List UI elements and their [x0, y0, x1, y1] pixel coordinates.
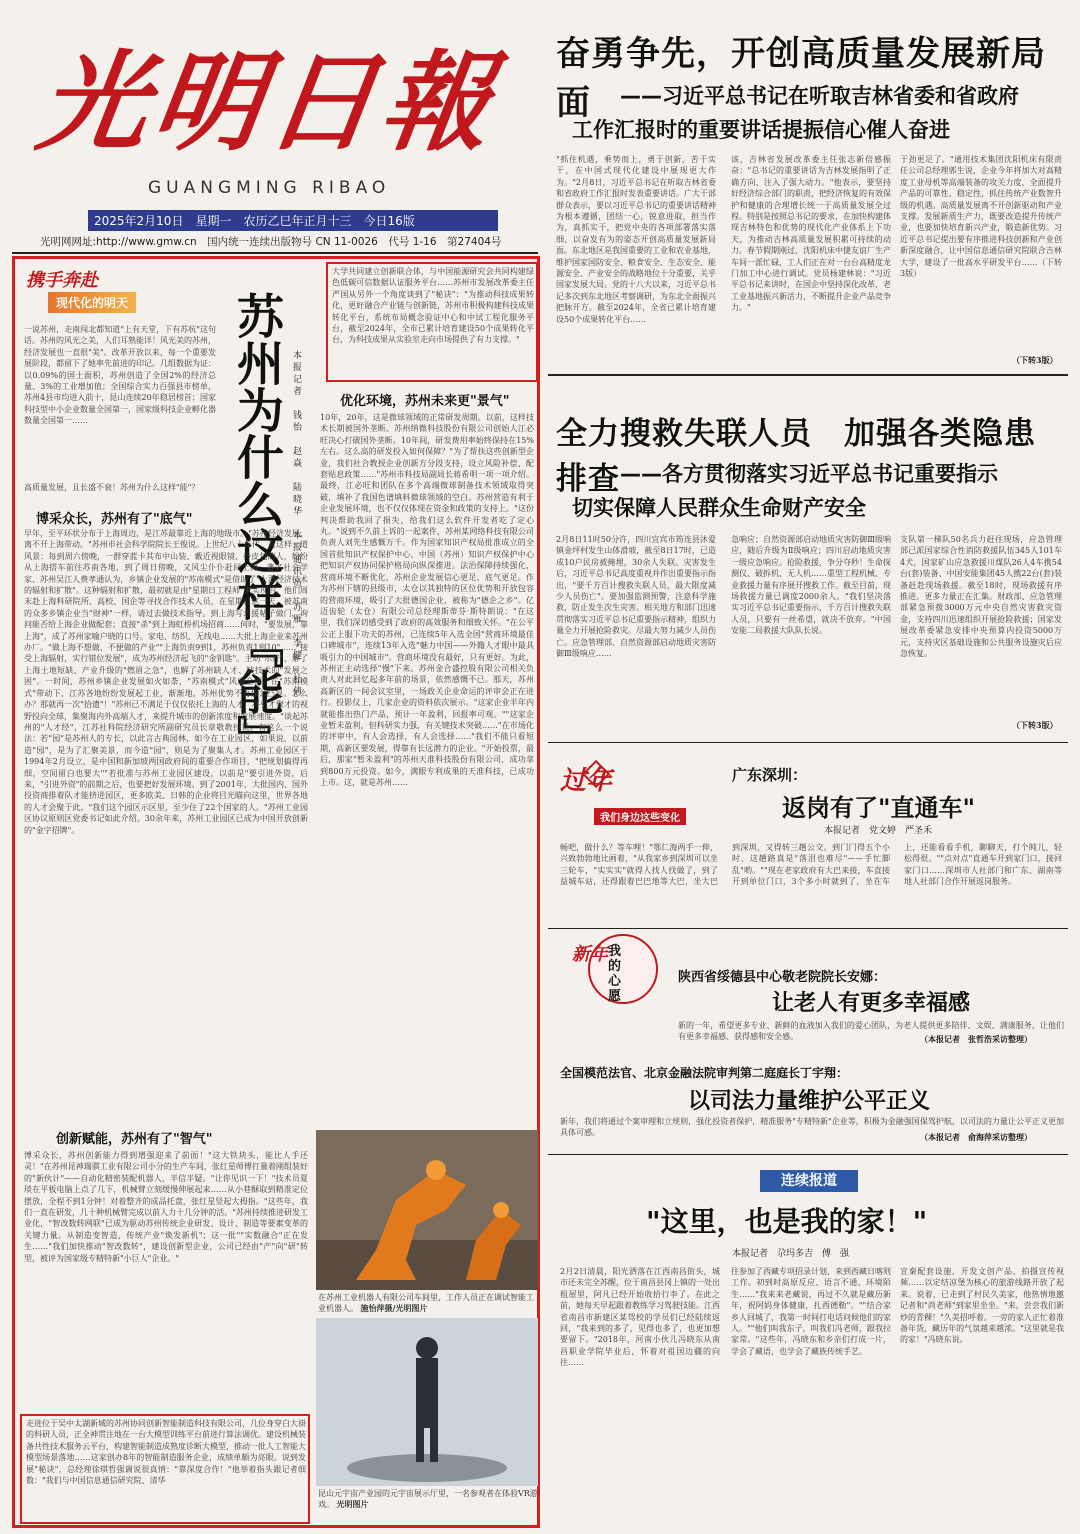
feature-byline: 本报记者 钱怡 赵焱 陆晓华 本报通讯员 苏雁 李健 杜倩	[291, 350, 301, 698]
story5-credit: （本报记者 张哲浩采访整理）	[920, 1034, 1032, 1044]
column-logo-guonian	[560, 760, 710, 832]
masthead-rule	[12, 252, 538, 254]
story-divider	[548, 374, 1068, 376]
masthead-logo: 光明日報	[31, 40, 505, 166]
story2-col3: 于劲更足了。"通用技术集团沈阳机床有限责任公司总经理郭生说，企业今年将加大对高精度工业母机等高端装备的攻关力度，全面提升产品的可靠性、稳定性，抓住传统产业数智升级的机遇。高质量发展离不开创新驱动和产业支撑。发展新质生产力，既要改造提升传统产业，也要加快培育新兴产业，锻造新优势。习近平总书记提出要有序推进科技创新和产业创新深度融合，让中国信息通信研究院联合吉林大学，建设了一批高水平研发平台……（下转3版）	[900, 155, 1062, 279]
photo2-caption	[318, 1488, 538, 1512]
feature-sec1-title: 博采众长，苏州有了"底气"	[36, 512, 193, 527]
story7-col3: 宣秦配套设施，开发文创产品、拍摄宣传视频……以定结凉堡为核心的旅游线路开放了起来。说着，已走到了村民久美家，他热情地邀记者和"尚老师"到家里坐坐。"来，尝尝我们新炒的青稞！"久美招呼着。一旁的家人正忙着准备年货，藏历年的气氛越来越浓。"这里就是我的家！"冯晓东说。	[900, 1267, 1064, 1345]
photo-vr-experience	[316, 1318, 538, 1486]
feature-banner	[24, 266, 174, 316]
story3-sub-1: ——各方贯彻落实习近平总书记重要指示	[620, 462, 998, 486]
robot-arm-icon	[316, 1130, 538, 1290]
story2-continued: （下转3版）	[1012, 355, 1058, 365]
feature-sec2-title: 创新赋能，苏州有了"智气"	[56, 1132, 213, 1147]
feature-banner-1: 携手奔赴	[26, 270, 98, 291]
column-sub: 我的心愿	[608, 944, 622, 1004]
feature-sec1-text: 早年，至平环状分布于上海周边，是江苏最靠近上海的地级市。"苏州经济发展，离不开上海带动。"苏州市社会科学院院长王俊说。上世纪八十年代，有这样一道风景：每到周六傍晚，一群穿蓝卡其布中山装、戴近视眼镜、拎皮包的人，纷纷从上海搭车前往苏南各地，到了周日傍晚，又风尘仆仆赶回上海。著名社会学家、苏州吴江人费孝通认为，乡镇企业发展的"苏南模式"是借助了"上海经济技术的辐射和扩散"。这种辐射和扩散，最初就是由"星期日工程师"来实现的。他们周末赴上海科研院所、高校、国企等寻找合作技术人员，在星期日这一天，被苏南的众多乡镇企业当"财神"一样，请过去做技术指导。到上海写求援帖子做门，询问能否给上海企业做配套；直接"杀"到上海虹桥机场招商……何时，"要发展，靠上海"，成了苏州家喻户晓的口号。家电、纺织、无线电……大批上海企业来苏州办厂。"做上海不想做、不便做的产业""上海负责9到1，苏州负责1到10"……"接受上海辐射，实行错位发展"，成为苏州经济起飞的"金钥匙"。主动"示好"，解了上海土地短缺、产业升级的"燃眉之急"，也解了苏州缺人才、缺技术的"发展之困"。一时间，苏州乡镇企业发展如火如荼，"苏南模式"风靡全国。在"苏南模式"带动下，江苏各地纷纷发展起工业，渐渐地，苏州优势不再那么凸显。怎么办？那就再一次"拾遗"！"苏州已不满足于仅仅依托上海的人才，将引才聚才的视野投向全球，集聚海内外高端人才，来提升城市的创新浓度和发展速度。"谈起苏州的"人才经"，江苏社科院经济研究所副研究员长章敬教授说。有这么一个说法：若"园"是苏州人的专长，以此言古典园林，如今在工业园区，如果说，以前造"园"，是为了汇聚美景，而今造"园"，则是为了聚集人才。苏州工业园区于1994年2月设立，是中国和新加坡两国政府间的重要合作项目，"把规划搞得再细，空间留白也要大""若批准与苏州工业园区建设，以前是"要引进外资，后来，"引进外资"的前期之后，也要把好发展环境。到了2001年，大批国内、国外投资商排着队才能挤进园区，更多欧美、日韩的企业将目光瞄向这里，世界各地的人才会聚于此。"我们这个园区示区里，至少住了22个国家的人。"苏州工业园区协议原则区党委书记如此介绍。30余年来，苏州工业园区已成为中国开放创新的"金字招牌"。	[24, 529, 308, 835]
story3-col3: 支队第一梯队50名兵力赶往现场，应急管理部已派国家综合性消防救援队伍345人101车4犬，国家矿山应急救援川煤队26人4车携54台(套)装备、中国安能集团45人携22台(套)装备赶赴现场救援。截至18时，现场救援有序推进。更多力量正在汇集。财政部、应急管理部紧急预拨3000万元中央自然灾害救灾资金，支持四川迅速组织开展抢险救援；国家发展改革委紧急安排中央预算内投资5000万元，支持灾区基础设施和公共服务设施灾后应急恢复。	[900, 535, 1062, 659]
photo2-credit: 光明图片	[336, 1499, 369, 1509]
feature-sec3-text: 10年，20年，这是微球领域的正常研发周期。以前，这样技术长期被国外垄断。苏州纳微科技股份有限公司创始人江必旺决心打破国外垄断。10年间，研发费用率始终保持在15%左右。这么高的研发投入如何保障？"为了帮扶这些创新型企业，我们社合教授企业创新方分段支持，设立风险补偿、配套贴息政策……"苏州市科技局副局长蒋希明一项一项介绍。最终，江必旺和团队在多个高端微球制备技术领域取得突破，填补了我国色谱填料微球领域的空白。苏州营造有利于企业发展环境，也不仅仅体现在资金和政策的支持上。"这份判决帮助我回了损失，给我们这么软件开发者吃了定心丸。"说到不久前上诉的一起案件，苏州某网络科技有限公司负责人刘先生感慨万千。作为国家知识产权局批准成立的全国首批知识产权保护中心，中国（苏州）知识产权保护中心把知识产权协同保护格局向纵深推进。法治保障持续强化，营商环境不断优化，苏州企业发展信心更足、底气更足。作为苏州下辖的县级市，太仓以其独特的区位优势和开放包容的营商环境，吸引了大批德国企业，被称为"德企之乡"。亿迈齿轮（太仓）有限公司总经理斯蒂芬·斯特朗说："在这里，我们深切感受到了政府的高效服务和细致关怀。"在公平公正上服下功夫的苏州，已连续5年入选全国"营商环境最佳口碑城市"，连续13年入选"魅力中国——外籍人才眼中最具吸引力的中国城市"。营商环境没有最好，只有更好。为此，苏州正主动选择"慢"下来。苏州金合盛控股有限公司相关负责人对此回忆起多年前的场景，依然感慨不已。那天，苏州高新区的一间会议室里，一场政关企业命运的评审会正在进行。投影仪上，几家企业的资料依次展示。"这家企业半年内就能推出热门产品，预计一年盈利，回报率可观。""这家企业暂未盈利，但科研实力强，有关键技术突破……"在市场化的评审中，有人会选择，有人会选择……"我们不能只看短期，高新区要发展，得靠有长远潜力的企业。"开始投票，最后，那家"暂未盈利"的苏州天准科技股份有限公司，成功拿到800万元投资。如今，满眼专利成果的天准科技，已成功上市。这，就是苏州……	[320, 413, 534, 787]
vr-visitor-icon	[316, 1318, 538, 1486]
feature-sec2-text: 博采众长，苏州创新能力得到增强迎来了前面！"这大铁块头，能比人手还灵！"在苏州昆神瑞骐工业有限公司小分的生产车间，张红星师傅打量着刚组装好的"新伙计"——自动化精密装配机器人，半信半疑。"让你见识一下！"技术员夏琰在平板电脑上点了几下，机械臂立刻缓慢伸展起来……从小巷酥取到精准定位摆放，全程不到1分钟！对着整齐的成品托盘，张红星竖起大拇指。"这些年，我们一直在研发，几十种机械臂完成以前人力十几分钟的活。"苏州持续推进研发工业化，"智改数转网联"已成为驱动苏州传统企业研发、设计、制造等要素变革的关键力量。从制造变智造，传统产业"焕发新机"；这一批""实数融合"正在发生……"我们加快推动"智改数转"，建设创新型企业，公司已经由"产"向"研"转型，被评为国家级专精特新"小巨人"企业。"	[24, 1151, 308, 1263]
photo1-caption-text: 在苏州工业机器人有限公司车间里，工作人员正在调试智能工业机器人。	[318, 1293, 534, 1313]
photo2-caption-text: 昆山元宇宙产业园的元宇宙展示厅里，一名参观者在体验VR游戏。	[318, 1489, 538, 1509]
masthead-pinyin: GUANGMING RIBAO	[148, 178, 391, 198]
lead-subheadline-2: 工作汇报时的重要讲话提振信心催人奋进	[572, 118, 950, 142]
feature-intro: 一说苏州，走南闯北都知道"上有天堂，下有苏杭"这句话。苏州的风光之美，人们耳熟能详！风光美的苏州，经济发展也一直很"美"。改革开放以来，每一个重要发展阶段，都留下了她率先前进的印记。几组数据为证：以0.09%的国土面积，苏州创造了全国2%的经济总量、3%的工业增加值；全国综合实力百强县市榜单，苏州4县市均进入前十，昆山连续20年稳居榜首；国家科技型中小企业数量全国第一，国家级科技企业孵化器数量全国第一……	[24, 325, 216, 426]
masthead-info-line: 光明网网址:http://www.gmw.cn 国内统一连续出版物号 CN 11-0026 代号 1-16 第27404号	[40, 236, 502, 248]
story7-headline: "这里，也是我的家！"	[646, 1205, 928, 1238]
story4-byline: 本报记者 党文婷 严圣禾	[824, 826, 933, 836]
column-logo-xinnian	[572, 934, 658, 1004]
feature-sec3-title: 优化环境，苏州未来更"景气"	[340, 394, 510, 409]
story7-byline: 本报记者 尕玛多吉 傅 强	[732, 1249, 850, 1259]
feature-banner-2: 现代化的明天	[48, 292, 136, 313]
story4-kicker: 广东深圳：	[732, 766, 808, 784]
story6-credit: （本报记者 俞海萍采访整理）	[920, 1132, 1032, 1142]
story6-kicker: 全国模范法官、北京金融法院审判第二庭庭长丁宇翔：	[560, 1066, 849, 1080]
story3-col2: 急响应；自然资源部启动地质灾害防御Ⅲ级响应，随后升级为Ⅱ级响应；四川启动地质灾害一级应急响应。抢险救援，争分夺秒！生命探测仪、破拆机、无人机……重型工程机械、专业救援力量有序展开搜救工作。截至目前，现场救援力量已调度2000余人。"我们坚决落实习近平总书记重要指示，千方百计搜救失联人员，只要有一丝希望，就决不放弃。"中国安能二局救援大队队长说。	[731, 535, 891, 636]
story3-sub-2: 切实保障人民群众生命财产安全	[572, 496, 866, 520]
story5-headline: 让老人有更多幸福感	[772, 991, 971, 1016]
story4-headline: 返岗有了"直通车"	[782, 794, 976, 822]
story7-col1: 2月2日清晨，阳光洒落在江西南昌街头，城市还未完全苏醒，位于南昌县冈上镇的一处出租屋里，阿凡已经开始收拾行李了。在此之前，她每天早起跟着教练学习驾驶技能。江西省南昌市新建区某驾校的学员们已经陆续返回，"我来到的多了，见得也多了，也更加想要留下。"2018年，河南小伙儿冯晓东从南昌职业学院毕业后，怀着对祖国边疆的向往……	[560, 1267, 720, 1368]
feature-question: 高质量发展，且长盛不衰！苏州为什么这样"能"？	[24, 483, 200, 492]
photo1-credit: 施怡萍摄/光明图片	[360, 1303, 428, 1313]
story3-continued: （下转3版）	[1012, 720, 1058, 730]
story3-headline: 全力搜救失联人员 加强各类隐患排查	[556, 416, 1036, 497]
story5-kicker: 陕西省绥德县中心敬老院院长安娜：	[678, 970, 887, 985]
lead-headline: 奋勇争先，开创高质量发展新局面	[556, 34, 1046, 123]
lead-subheadline-1: ——习近平总书记在听取吉林省委和省政府	[620, 84, 1019, 108]
feature-vertical-title: 苏州为什么这样『能』	[229, 292, 284, 762]
column-tag: 过年	[560, 766, 613, 796]
story6-headline: 以司法力量维护公平正义	[688, 1089, 931, 1114]
feature-col2-top: 大学共同建立创新联合体，与中国能源研究会共同构建绿色低碳可信数据认证服务平台……苏州市发展改革委主任严国从另外一个角度谈到了"秘诀"："为推动科技成果转化，更好融合产业链与创新链，苏州市积极构建科技成果转化平台，系统布局概念验证中心和中试工程化服务平台，截至2024年，全市已累计培育建设50个成果转化平台，为科技成果从实验室走向市场提供了有力支撑。"	[332, 267, 534, 345]
divider	[548, 1154, 1068, 1155]
story4-text: 畅吧，做什么？等车哩！"鄂仁海两手一伸，兴致勃勃地比画着，"从我家乡到深圳可以坐三轮车，"实实实"就得人找人找做了，到了益城车站，还得跟着巴巴地等大巴，坐大巴到深圳，又得转三趟公交。到门门得五个小时，这趟路真是"落泪也难尽"——手忙脚乱"哟。""现在老家政府有大巴来接，车直接开到单位门口，3个多小时就到了，坐在车上，还能看看手机，聊聊天，打个盹儿，轻松得很。""点对点"直通车开到家门口，接回家门口……深圳市人社部门和广东、湖南等地人社部门合作开展返岗服务。	[560, 843, 1062, 887]
story6-text: 新年，我们将通过个案审理和立规则，强化投资者保护，精准服务"专精特新"企业等，积极为金融强国保驾护航，以司法的力量让公平正义更加具体可感。	[560, 1117, 1064, 1138]
divider	[548, 928, 1068, 929]
story2-col2: 该，吉林省发展改革委主任张志新倍感振奋："总书记的重要讲话为吉林发展指明了正确方向、注入了强大动力。"他表示，要坚持好经济综合部门的职责，把经济恢复的有效保护和健康的合理增长统一于高质量发展全过程。特别是按照总书记的要求，在加快构建体现吉林特色和优势的现代化产业体系上下功夫，为推动吉林高质量发展积累可持续的动力。春节假期刚过，沈阳机床中捷友谊厂生产车间一派忙碌，工人们正在对一台台高精度龙门加工中心进行调试。党员杨建林说："习近平总书记来讲时，在国企中坚持深化改革，老工业基地振兴新活力，不断提升企业产品竞争力。"	[731, 155, 891, 313]
column-tag-continuing: 连续报道	[760, 1170, 858, 1192]
photo-industrial-robot	[316, 1130, 538, 1290]
masthead-date-line: 2025年2月10日 星期一 农历乙巳年正月十三 今日16版	[88, 210, 498, 231]
column-sub: 我们身边这些变化	[594, 808, 686, 825]
story3-col1: 2月8日11时50分许，四川宜宾市筠连县沐爱镇金坪村发生山体滑坡，截至8日17时，已造成10户民房被掩埋，30余人失联。灾害发生后，习近平总书记高度重视并作出重要指示指出，"要千方百计搜救失联人员，最大限度减少人员伤亡"。要加强监测预警，注意科学施救，防止发生次生灾害。相关地方和部门迅速贯彻落实习近平总书记重要指示精神，组织力量全力开展抢险救灾。尽最大努力减少人员伤亡。应急管理部、自然资源部启动地质灾害防御Ⅲ级响应……	[556, 535, 716, 659]
column-tag: 新年	[572, 944, 608, 965]
story5-text: 新的一年，希望更多专业、新鲜的血液加入我们的爱心团队，为老人提供更多陪伴、文娱、满康服务，让他们有更多幸福感、获得感和安全感。	[678, 1021, 1064, 1042]
feature-bottom-text: 走进位于吴中太湖新城的苏州协同创新智能制造科技有限公司，几位身穿白大褂的科研人员，正全神贯注地在一台大模型训练平台前进行算法调优。建设机械装备共性技术服务云平台，构建智能制造成熟度诊断大模型，推动一批人工智能大模型场景落地……这家创办8年的智能制造服务企业，成绩单颇为亮眼。说到发展"秘诀"，总经理徐琪哲强调说很真情："靠深度合作！"他举着指头跟记者细数："我们与中国信息通信研究院、清华	[26, 1419, 306, 1486]
photo1-caption	[318, 1292, 538, 1314]
story7-col2: 往参加了西藏专项招录计划，来到西藏日喀则工作。初到时高原反应、语言不通、环境陌生……"我来来老藏说，再过不久就是藏历新年，祝阿妈身体健康，扎西德勒"。""结合家乡人回城了，我第一时间打电话问候他们的家人。""他们叫我东子，叫我们冯老师，跟我拉家常。"这些年，冯晓东和乡亲们打成一片，学会了藏语，也学会了藏族传统手艺。	[731, 1267, 891, 1356]
divider	[548, 742, 1068, 743]
story2-col1: "抓住机遇，乘势而上，勇于创新，苦干实干，在中国式现代化建设中展现更大作为。"2月8日，习近平总书记在听取吉林省委和省政府工作汇报时发表重要讲话。广大干部群众表示，要以习近平总书记的重要讲话精神为根本遵循，团结一心，锐意进取，担当作为，真抓实干，把党中央的各项部署落实落细，以奋发有为的姿态开创高质量发展新局面。东北地区是我国重要的工业和农业基地，维护国家国防安全、粮食安全、生态安全、能源安全、产业安全的战略地位十分重要，关乎国家发展大局。党的十八大以来，习近平总书记多次到东北地区考察调研，为东北全面振兴把脉开方。截至2024年，全省已累计培育建设50个成果转化平台……	[556, 155, 716, 324]
